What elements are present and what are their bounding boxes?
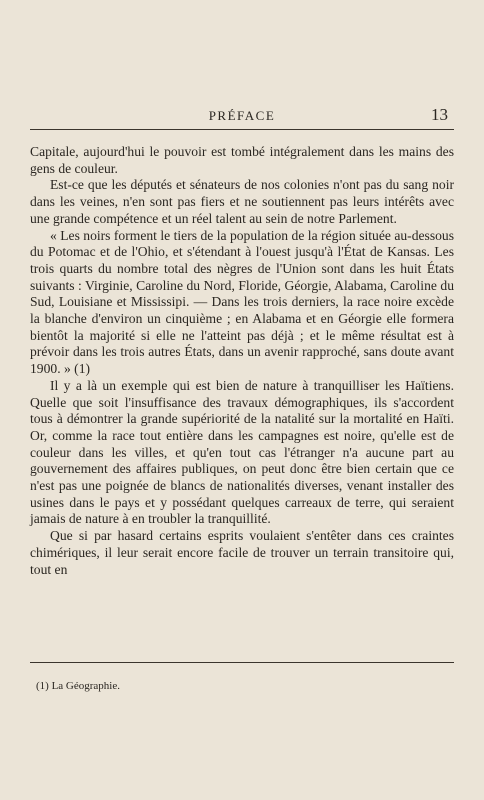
header-rule [30, 129, 454, 130]
body-text [30, 144, 454, 578]
footnote: (1) La Géographie. [36, 680, 120, 692]
page-header [30, 105, 454, 130]
paragraph: « Les noirs forment le tiers de la population de la région située au-dessous du Potomac et de l'Ohio, et s'étendant à l'ouest jusqu'à l'État de Kansas. Les trois quarts du nombre total des nègres de l'Union sont dans les huit États suivants : Virginie, Caroline du Nord, Floride, Géorgie, Alabama, Caroline du Sud, Louisiane et Mississipi. — Dans les trois derniers, la race noire excède la blanche d'environ un cinquième ; en Alabama et en Géorgie elle formera bientôt la majorité si elle ne l'atteint pas déjà ; et le même résultat est à prévoir dans les trois autres États, dans un avenir rapproché, sans doute avant 1900. » (1) [30, 227, 454, 377]
paragraph: Capitale, aujourd'hui le pouvoir est tombé intégralement dans les mains des gens de couleur. [30, 144, 454, 176]
paragraph: Est-ce que les députés et sénateurs de nos colonies n'ont pas du sang noir dans les veines, n'en sont pas fiers et ne soutiennent pas leurs intérêts avec une grande compétence et un réel talent au sein de notre Parlement. [30, 177, 454, 226]
running-title: PRÉFACE [208, 108, 276, 123]
page-number: 13 [431, 105, 448, 124]
paragraph: Il y a là un exemple qui est bien de nature à tranquilliser les Haïtiens. Quelle que soit l'insuffisance des travaux démographiques, ils s'accordent tous à démontrer la grande supériorité de la natalité sur la mortalité en Haïti. Or, comme la race tout entière dans les campagnes est noire, qu'elle est de couleur dans les villes, et qu'en tout cas l'étranger n'a aucune part au gouvernement des affaires publiques, on peut donc être bien certain que ce n'est pas une poignée de blancs de nationalités diverses, venant installer des usines dans le pays et y possédant quelques carreaux de terre, qui seraient jamais de nature à en troubler la tranquillité. [30, 377, 454, 527]
paragraph: Que si par hasard certains esprits voulaient s'entêter dans ces craintes chimériques, il leur serait encore facile de trouver un terrain transitoire qui, tout en [30, 528, 454, 577]
footnote-rule [30, 662, 454, 663]
